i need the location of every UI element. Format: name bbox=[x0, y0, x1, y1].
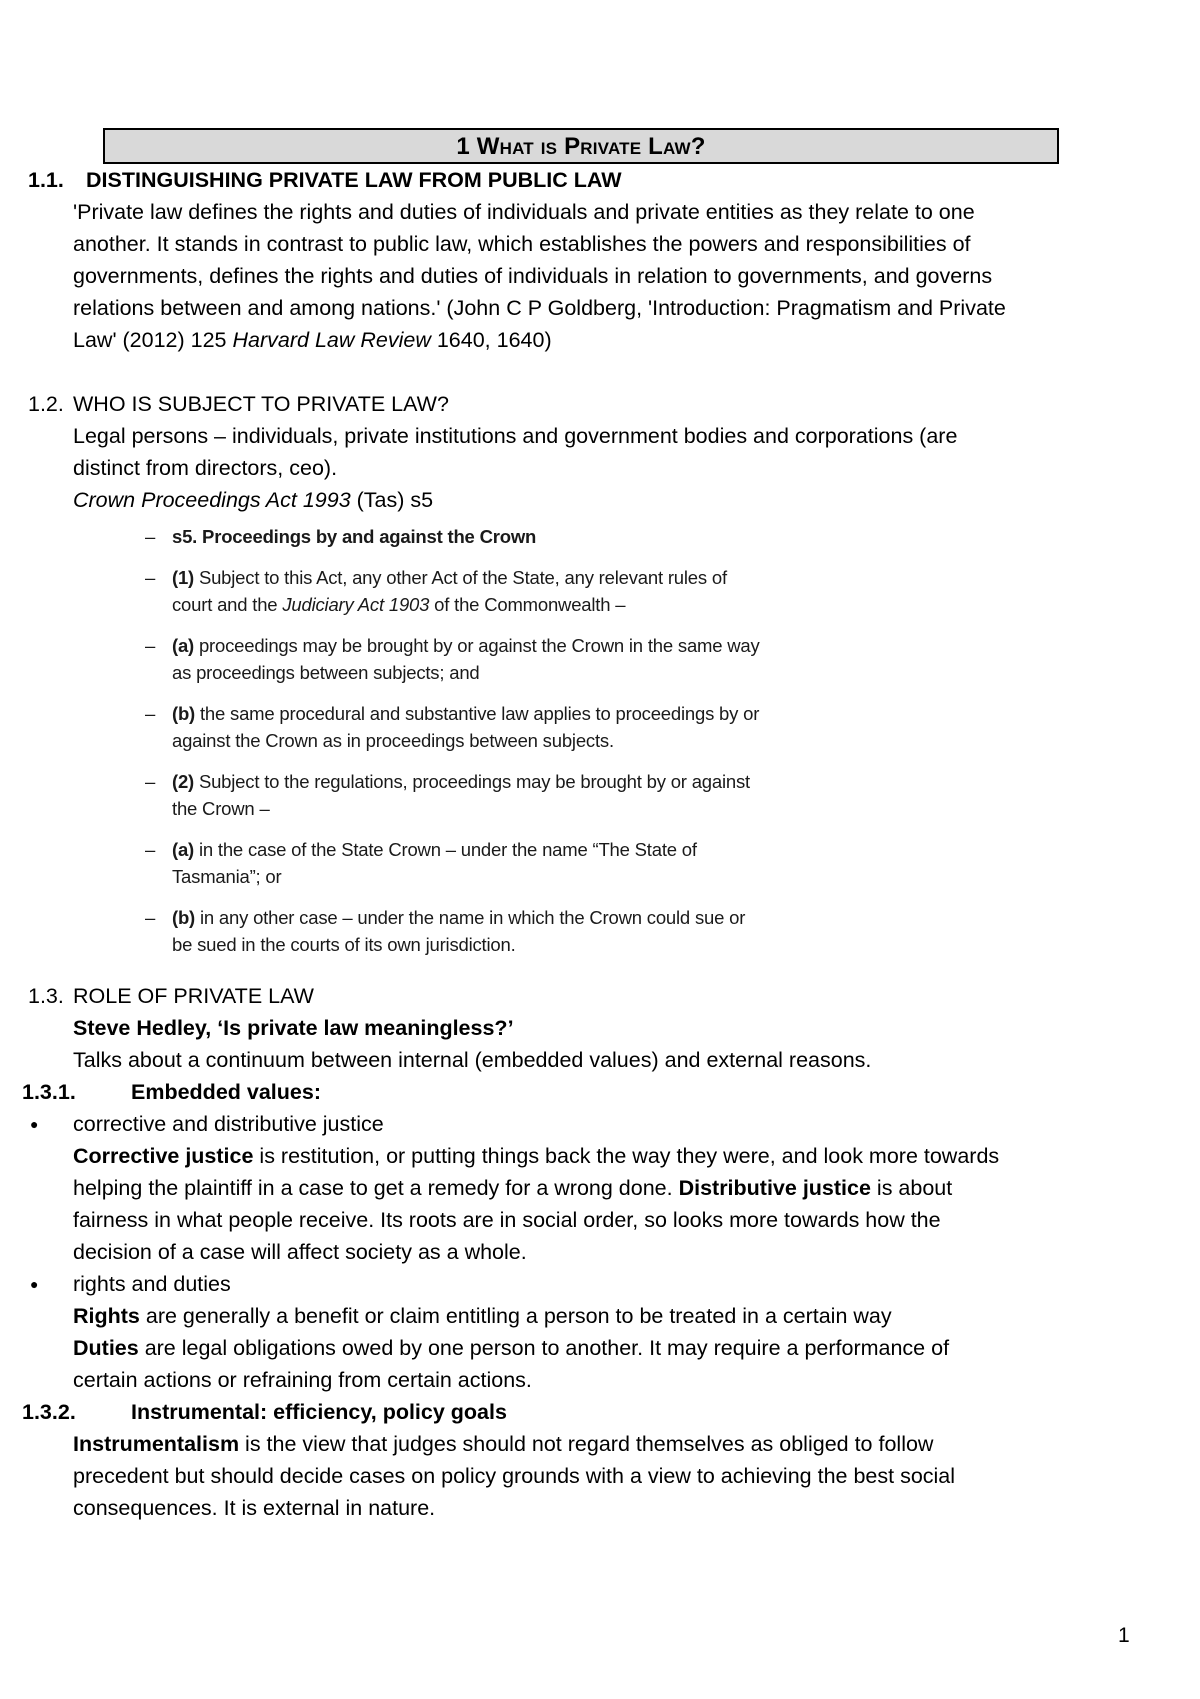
subsection-title: Embedded values: bbox=[131, 1080, 321, 1104]
act-reference: Crown Proceedings Act 1993 (Tas) s5 bbox=[73, 488, 434, 512]
section-number: 1.1. bbox=[28, 168, 64, 192]
bullet-icon: ● bbox=[30, 1116, 39, 1132]
section-number: 1.3. bbox=[28, 984, 64, 1008]
definition-line: helping the plaintiff in a case to get a remedy for a wrong done. Distributive justice is about bbox=[73, 1176, 953, 1200]
section-1-2-heading bbox=[28, 388, 449, 420]
page-number: 1 bbox=[1118, 1624, 1130, 1647]
section-title: ROLE OF PRIVATE LAW bbox=[73, 984, 314, 1008]
subsection-1-3-1-heading bbox=[22, 1076, 321, 1108]
definition-line: Instrumentalism is the view that judges should not regard themselves as obliged to follow bbox=[73, 1432, 934, 1456]
paragraph-line: Talks about a continuum between internal (embedded values) and external reasons. bbox=[73, 1048, 872, 1072]
paragraph-line: fairness in what people receive. Its roots are in social order, so looks more towards how the bbox=[73, 1208, 941, 1232]
subsection-number: 1.3.2. bbox=[22, 1400, 76, 1424]
paragraph-line: another. It stands in contrast to public law, which establishes the powers and responsibilities of bbox=[73, 232, 971, 256]
document-page: 1 What is Private Law? 1.1. DISTINGUISHING PRIVATE LAW FROM PUBLIC LAW 'Private law defines the rights and duties of individuals and private entities as they relate to one another. It stands in contrast to public law, which establishes the powers and responsibilities of governments, defines the rights and duties of individuals in relation to governments, and governs relations between and among nations.' (John C P Goldberg, 'Introduction: Pragmatism and Private Law' (2012) 125 Harvard Law Review 1640, 1640) 1.2. WHO IS SUBJECT TO PRIVATE LAW? Legal persons – individuals, private institutions and government bodies and corporations (are distinct from directors, ceo). Crown Proceedings Act 1993 (Tas) s5 – s5. Proceedings by and against the Crown – (1) Subject to this Act, any other Act of the State, any relevant rules of court and the Judiciary Act 1903 of the Commonwealth – – (a) proceedings may be brought by or against the Crown in the same way as proceedings between subjects; and – (b) the same procedural and substantive law applies to proceedings by or against the Crown as in proceedings between subjects. – (2) Subject to the regulations, proceedings may be brought by or against the Crown – – (a) in the case of the State Crown – under the name “The State of Tasmania”; or – (b) in any other case – under the name in which the Crown could sue or be sued in the courts of its own jurisdiction. 1.3. ROLE OF PRIVATE LAW Steve Hedley, ‘Is private law meaningless?’ Talks about a continuum between internal (embedded values) and external reasons. 1.3.1. Embedded values: ● corrective and distributive justice Corrective justice is restitution, or putting things back the way they were, and look more towards helping the plaintiff in a case to get a remedy for a wrong done. Distributive justice is about fairness in what people receive. Its roots are in social order, so looks more towards how the decision of a case will affect society as a whole. ● rights and duties Rights are generally a benefit or claim entitling a person to be treated in a certain way Duties are legal obligations owed by one person to another. It may require a performance of certain actions or refraining from certain actions. 1.3.2. Instrumental: efficiency, policy goals Instrumentalism is the view that judges should not regard themselves as obliged to follow precedent but should decide cases on policy grounds with a view to achieving the best social consequences. It is external in nature. 1 bbox=[0, 0, 1200, 1699]
paragraph-line: Legal persons – individuals, private institutions and government bodies and corporations (are bbox=[73, 424, 958, 448]
article-reference: Steve Hedley, ‘Is private law meaningless?’ bbox=[73, 1016, 514, 1040]
bullet-icon: ● bbox=[30, 1276, 39, 1292]
citation-line: Law' (2012) 125 Harvard Law Review 1640, 1640) bbox=[73, 328, 552, 352]
journal-name: Harvard Law Review bbox=[232, 328, 431, 352]
definition-line: Corrective justice is restitution, or putting things back the way they were, and look more towards bbox=[73, 1144, 1000, 1168]
bullet-item: corrective and distributive justice bbox=[73, 1112, 384, 1136]
section-1-3-heading bbox=[28, 980, 314, 1012]
section-number: 1.2. bbox=[28, 392, 64, 416]
section-title: DISTINGUISHING PRIVATE LAW FROM PUBLIC LAW bbox=[86, 168, 622, 192]
paragraph-line: precedent but should decide cases on policy grounds with a view to achieving the best social bbox=[73, 1464, 956, 1488]
subsection-1-3-2-heading bbox=[22, 1396, 507, 1428]
paragraph-line: consequences. It is external in nature. bbox=[73, 1496, 436, 1520]
chapter-title: 1 What is Private Law? bbox=[103, 128, 1059, 164]
paragraph-line: certain actions or refraining from certain actions. bbox=[73, 1368, 532, 1392]
bullet-item: rights and duties bbox=[73, 1272, 231, 1296]
definition-line: Duties are legal obligations owed by one person to another. It may require a performance of bbox=[73, 1336, 950, 1360]
paragraph-line: distinct from directors, ceo). bbox=[73, 456, 338, 480]
paragraph-line: relations between and among nations.' (John C P Goldberg, 'Introduction: Pragmatism and Private bbox=[73, 296, 1006, 320]
subsection-number: 1.3.1. bbox=[22, 1080, 76, 1104]
definition-line: Rights are generally a benefit or claim entitling a person to be treated in a certain way bbox=[73, 1304, 892, 1328]
section-title: WHO IS SUBJECT TO PRIVATE LAW? bbox=[73, 392, 449, 416]
section-1-1-heading bbox=[28, 164, 622, 196]
paragraph-line: 'Private law defines the rights and duties of individuals and private entities as they relate to one bbox=[73, 200, 975, 224]
paragraph-line: governments, defines the rights and duties of individuals in relation to governments, and governs bbox=[73, 264, 993, 288]
subsection-title: Instrumental: efficiency, policy goals bbox=[131, 1400, 507, 1424]
paragraph-line: decision of a case will affect society as a whole. bbox=[73, 1240, 527, 1264]
